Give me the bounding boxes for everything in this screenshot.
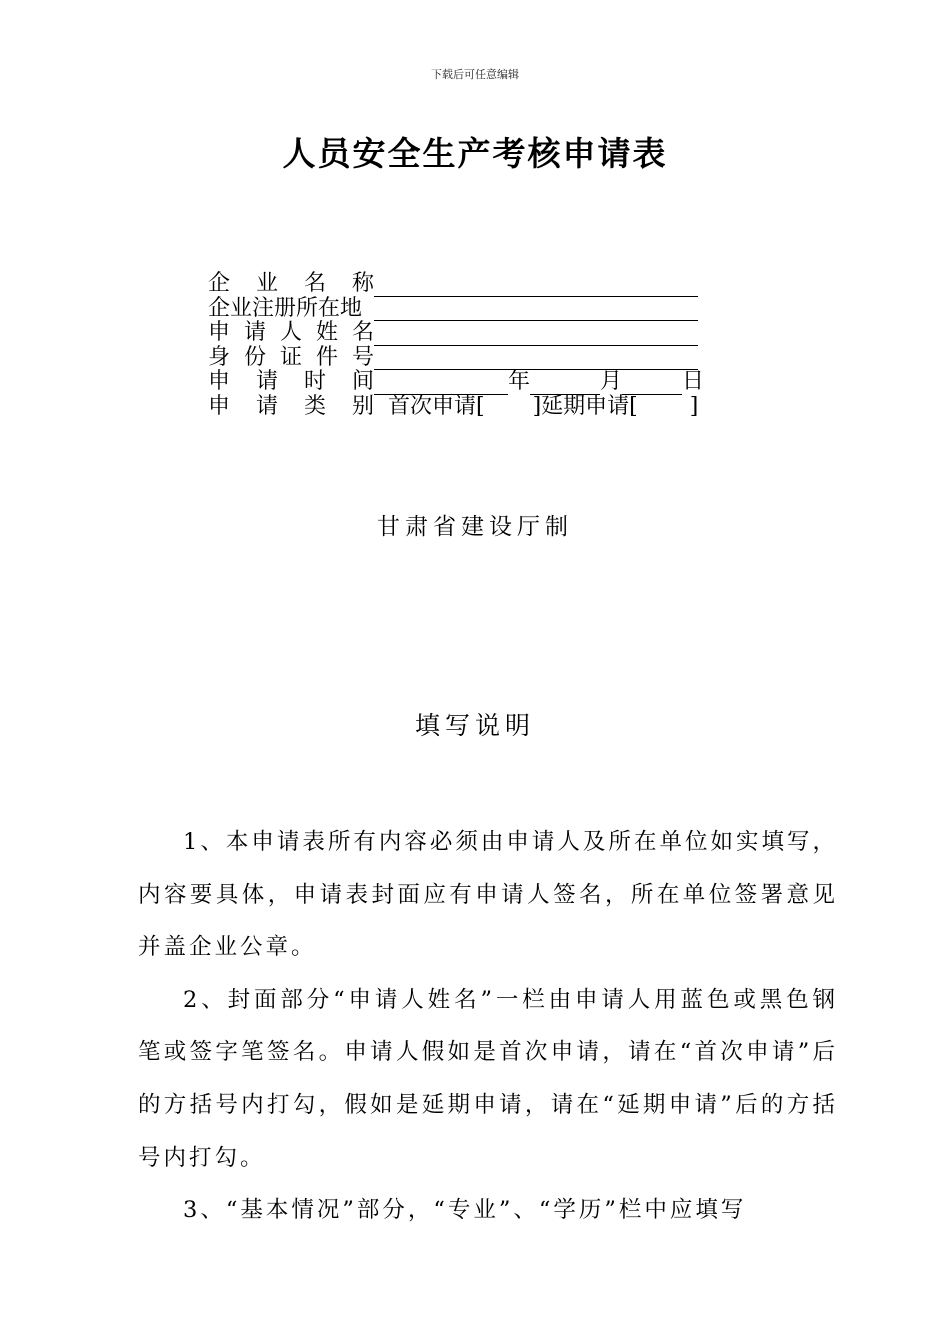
company-name-row xyxy=(208,272,768,297)
id-number-row xyxy=(208,346,768,371)
apply-year-field[interactable] xyxy=(374,374,508,395)
applicant-name-label: 申 请 人 姓 名 xyxy=(208,320,374,346)
instruction-paragraph-2: 2、封面部分“申请人姓名”一栏由申请人用蓝色或黑色钢笔或签字笔签名。申请人假如是首次申请，请在“首次申请”后的方括号内打勾，假如是延期申请，请在“延期申请”后的方括号内打勾。 xyxy=(138,986,838,1171)
page-title: 人员安全生产考核申请表 xyxy=(282,134,668,173)
applicant-name-row xyxy=(208,321,768,346)
instructions-title: 填写说明 xyxy=(414,711,535,740)
applicant-name-field[interactable] xyxy=(374,325,698,346)
apply-type-label: 申 请 类 别 xyxy=(208,393,374,419)
registered-location-row xyxy=(208,297,768,322)
close-bracket: ] xyxy=(689,393,699,419)
cover-fields xyxy=(208,272,768,420)
apply-day-field[interactable] xyxy=(622,374,682,395)
apply-month-field[interactable] xyxy=(530,374,600,395)
registered-location-label: 企业注册所在地 xyxy=(208,295,363,321)
id-number-field[interactable] xyxy=(374,349,698,370)
company-name-label: 企 业 名 称 xyxy=(208,271,374,296)
apply-time-row xyxy=(208,370,768,395)
apply-time-label: 申 请 时 间 xyxy=(208,369,374,395)
page-header-note: 下载后可任意编辑 xyxy=(431,68,519,81)
month-unit: 月 xyxy=(600,369,623,395)
id-number-label: 身 份 证 件 号 xyxy=(208,344,374,370)
first-apply-option-label: 首次申请[ xyxy=(388,393,485,419)
instruction-paragraph-3: 3、“基本情况”部分，“专业”、“学历”栏中应填写 xyxy=(183,1197,747,1224)
registered-location-field[interactable] xyxy=(374,300,698,321)
issuer-name: 甘肃省建设厅制 xyxy=(377,514,573,540)
renew-apply-option-label: ]延期申请[ xyxy=(532,393,638,419)
instructions-body xyxy=(138,816,838,1237)
instruction-paragraph-1: 1、本申请表所有内容必须由申请人及所在单位如实填写，内容要具体，申请表封面应有申请人签名，所在单位签署意见并盖企业公章。 xyxy=(138,829,838,961)
apply-type-row xyxy=(208,395,768,420)
company-name-field[interactable] xyxy=(374,276,698,297)
year-unit: 年 xyxy=(508,369,531,395)
day-unit: 日 xyxy=(682,369,705,395)
